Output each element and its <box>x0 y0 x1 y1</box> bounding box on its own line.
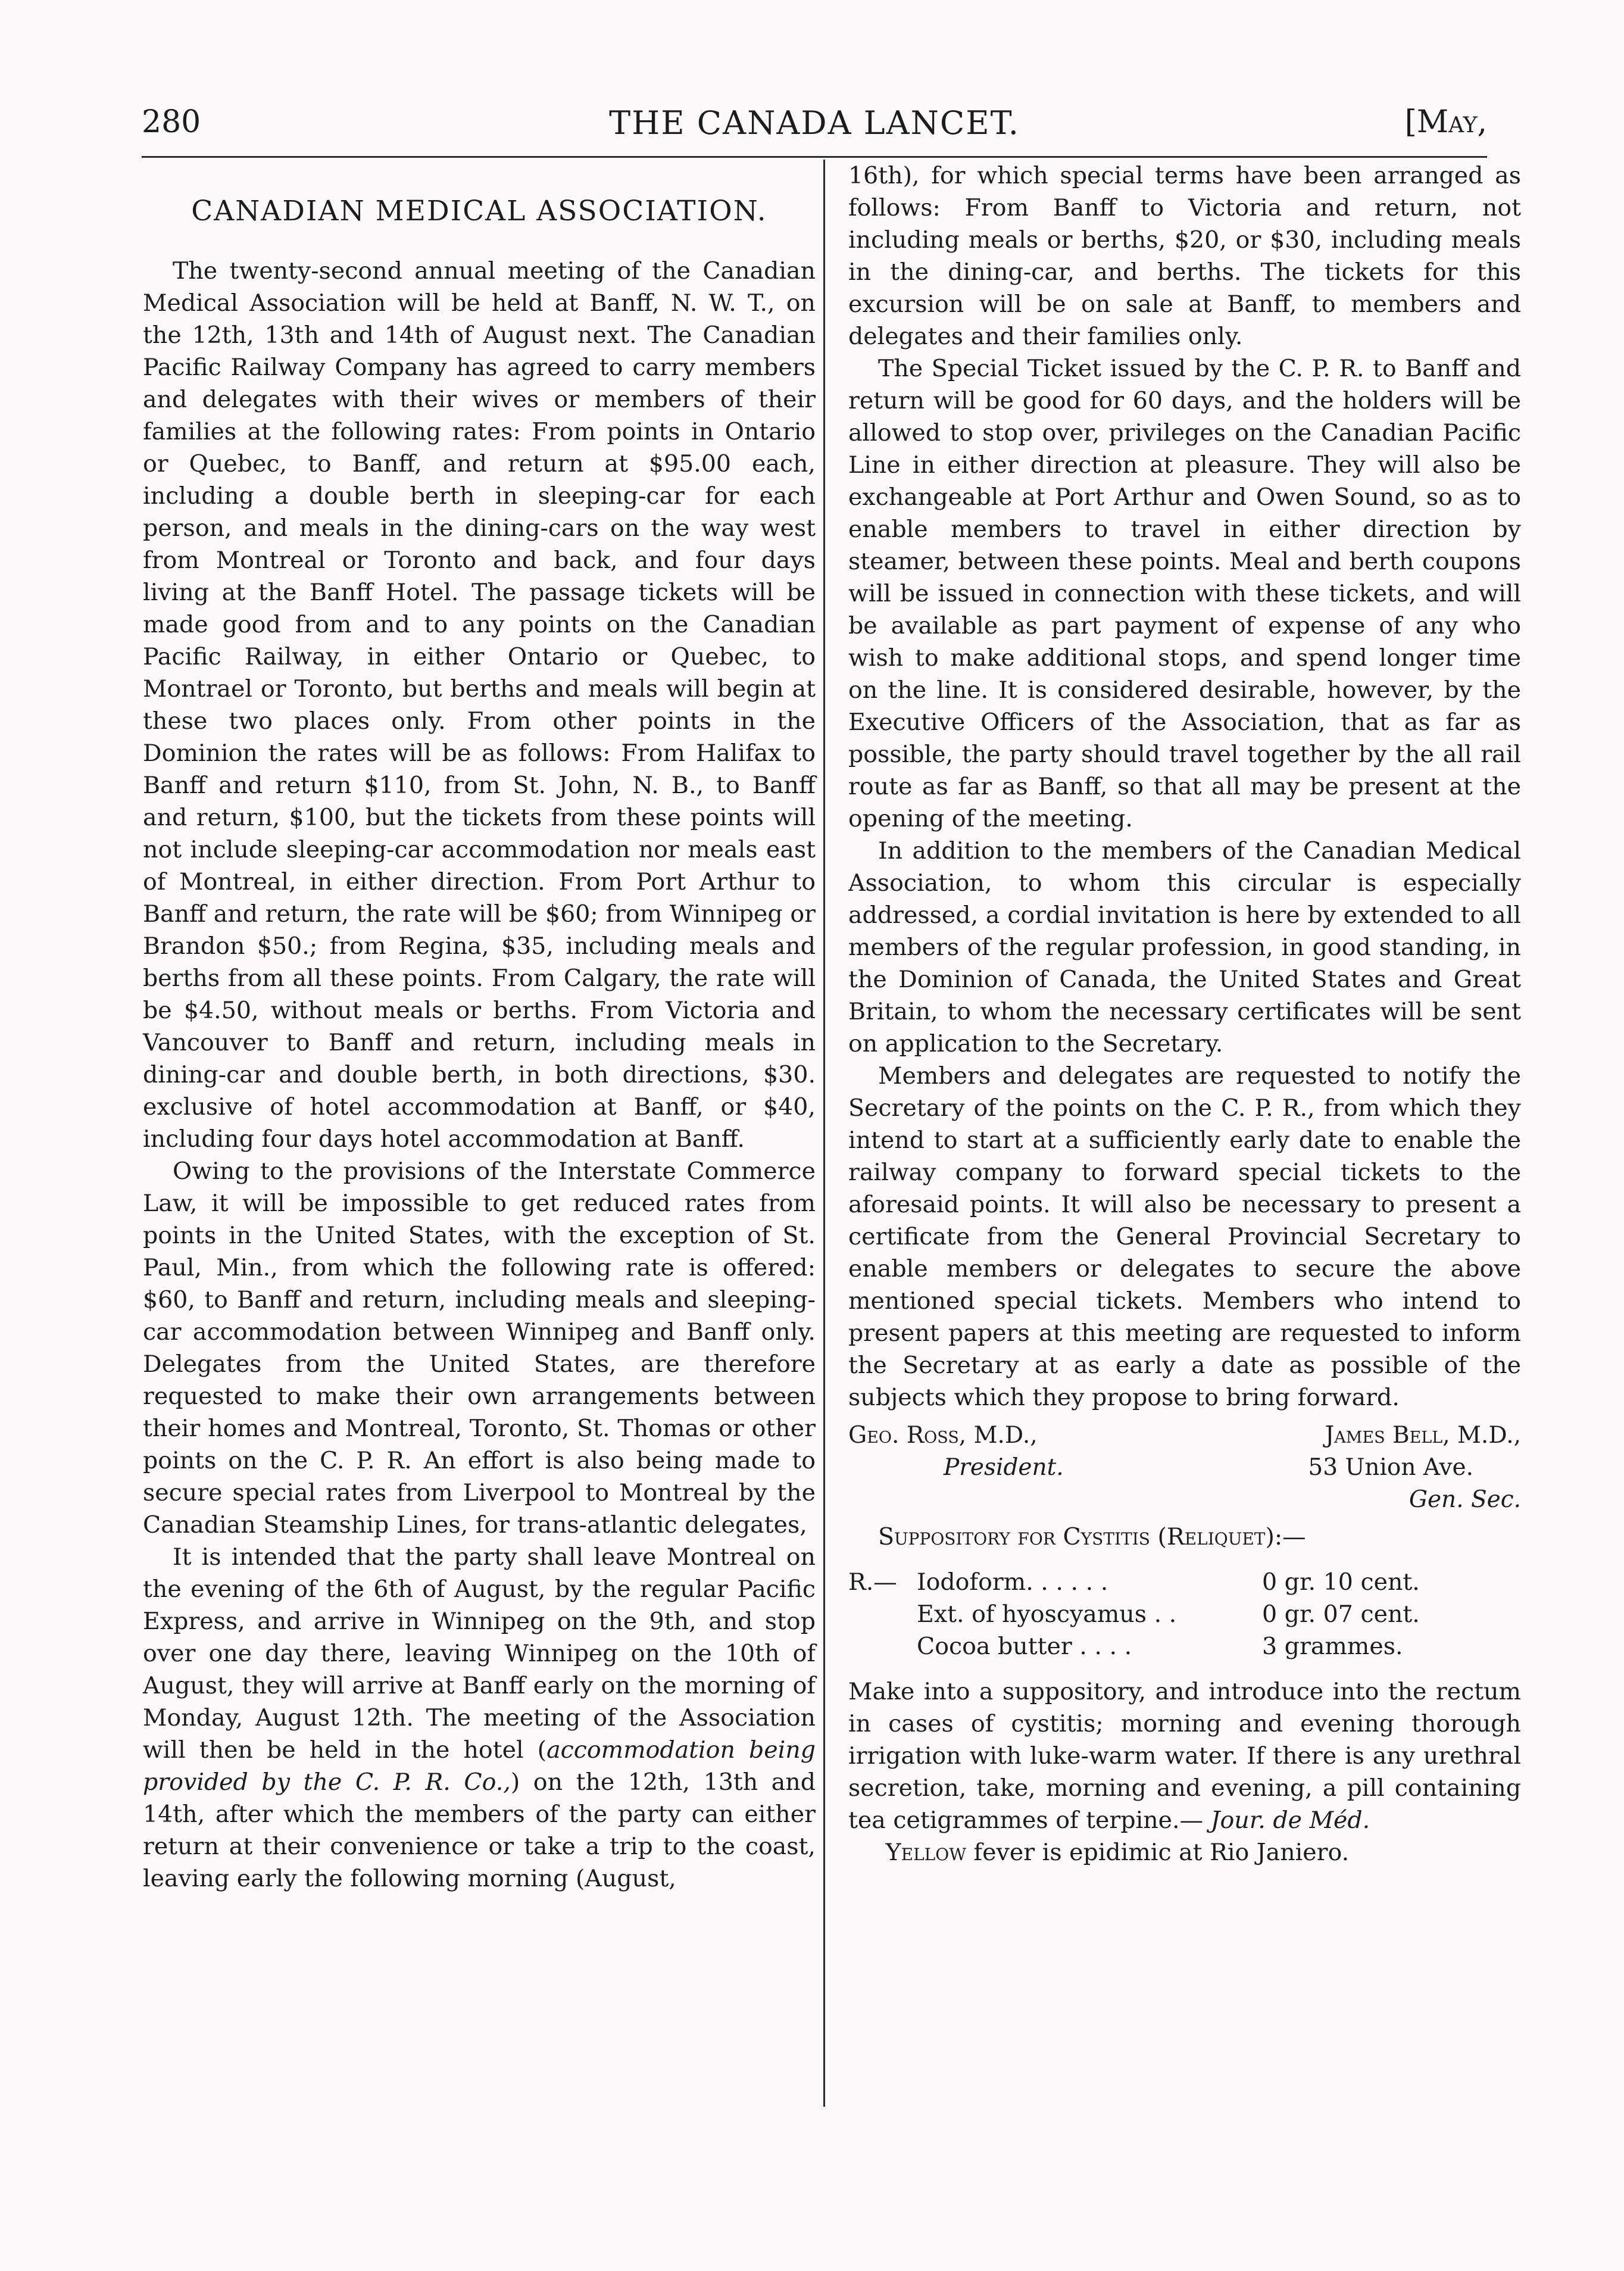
secretary-name: James Bell, M.D., <box>1325 1422 1521 1449</box>
recipe-ingredient: Iodoform. . . . . . <box>917 1568 1108 1596</box>
issue-month: [May, <box>1404 104 1487 140</box>
recipe-ingredient: Ext. of hyoscyamus . . <box>917 1601 1177 1628</box>
yellow-fever-text: fever is epidimic at Rio Janiero. <box>966 1839 1350 1866</box>
paragraph-5: In addition to the members of the Canadian Medical Association, to whom this circular is especially addressed, a cordial invitation is here by extended to all members of the regular profession, in good standing, in the Dominion of Canada, the United States and Great Britain, to whom the necessary certificates will be sent on application to the Secretary. <box>848 837 1521 1057</box>
paragraph-1: The twenty-second annual meeting of the Canadian Medical Association will be held at Banff, N. W. T., on the 12th, 13th and 14th of August next. The Canadian Pacific Railway Company has agreed to carry members and delegates with their wives or members of their families at the following rates: From points in Ontario or Quebec, to Banff, and return at $95.00 each, including a double berth in sleeping-car for each person, and meals in the dining-cars on the way west from Montreal or Toronto and back, and four days living at the Banff Hotel. The passage tickets will be made good from and to any points on the Canadian Pacific Railway, in either Ontario or Quebec, to Montrael or Toronto, but berths and meals will begin at these two places only. From other points in the Dominion the rates will be as follows: From Halifax to Banff and return $110, from St. John, N. B., to Banff and return, $100, but the tickets from these points will not include sleeping-car accommodation nor meals east of Montreal, in either direction. From Port Arthur to Banff and return, the rate will be $60; from Winnipeg or Brandon $50.; from Regina, $35, including meals and berths from all these points. From Calgary, the rate will be $4.50, without meals or berths. From Victoria and Vancouver to Banff and return, including meals in dining-car and double berth, in both directions, $30. exclusive of hotel accommodation at Banff, or $40, including four days hotel accommodation at Banff. <box>143 257 816 1153</box>
paragraph-6: Members and delegates are requested to notify the Secretary of the points on the C. P. R., from which they intend to start at a sufficiently early date to enable the railway company to forward special tickets to the aforesaid points. It will also be necessary to present a certificate from the General Provincial Secretary to enable members or delegates to secure the above mentioned special tickets. Members who intend to present papers at this meeting are requested to inform the Secretary at as early a date as possible of the subjects which they propose to bring forward. <box>848 1062 1521 1411</box>
article-title: CANADIAN MEDICAL ASSOCIATION. <box>191 195 767 227</box>
paragraph-3-start: It is intended that the party shall leave Montreal on the evening of the 6th of August, by the regular Pacific Express, and arrive in Winnipeg on the 9th, and stop over one day there, leaving Winnipeg on the 10th of August, they will arrive at Banff early on the morning of Monday, August 12th. The meeting of the Association will then be held in the hotel ( <box>143 1543 816 1764</box>
signature-block <box>848 1420 1521 1521</box>
recipe-row <box>848 1630 1521 1662</box>
paragraph-3 <box>143 1541 816 1895</box>
suppository-instructions <box>848 1676 1521 1836</box>
left-column <box>143 160 816 1895</box>
paragraph-3-continued: 16th), for which special terms have been arranged as follows: From Banff to Victoria and return, not including meals or berths, $20, or $30, including meals in the dining-car, and berths. The tickets for this excursion will be on sale at Banff, to members and delegates and their families only. <box>848 162 1521 350</box>
recipe-dose: 0 gr. 07 cent. <box>1262 1601 1420 1628</box>
instructions-source: Jour. de Méd. <box>1210 1807 1370 1834</box>
page-header <box>142 104 1487 158</box>
journal-title: THE CANADA LANCET. <box>609 104 1020 142</box>
president-title: President. <box>944 1454 1064 1481</box>
paragraph-4: The Special Ticket issued by the C. P. R. to Banff and return will be good for 60 days, and the holders will be allowed to stop over, privileges on the Canadian Pacific Line in either direction at pleasure. They will also be exchangeable at Port Arthur and Owen Sound, so as to enable members to travel in either direction by steamer, between these points. Meal and berth coupons will be issued in connection with these tickets, and will be available as part payment of expense of any who wish to make additional stops, and spend longer time on the line. It is considered desirable, however, by the Executive Officers of the Association, that as far as possible, the party should travel together by the all rail route as far as Banff, so that all may be present at the opening of the meeting. <box>848 355 1521 832</box>
paragraph-2: Owing to the provisions of the Interstate Commerce Law, it will be impossible to get reduced rates from points in the United States, with the exception of St. Paul, Min., from which the following rate is offered: $60, to Banff and return, including meals and sleeping-car accommodation between Winnipeg and Banff only. Delegates from the United States, are therefore requested to make their own arrangements between their homes and Montreal, Toronto, St. Thomas or other points on the C. P. R. An effort is also being made to secure special rates from Liverpool to Montreal by the Canadian Steamship Lines, for trans-atlantic delegates, <box>143 1158 816 1539</box>
yellow-fever-lead: Yellow <box>885 1839 966 1866</box>
secretary-title: Gen. Sec. <box>1408 1486 1521 1513</box>
recipe-ingredient: Cocoa butter . . . . <box>917 1633 1132 1660</box>
signature-secretary <box>1200 1420 1521 1516</box>
suppository-recipe <box>848 1566 1521 1662</box>
recipe-row <box>848 1598 1521 1630</box>
paragraph-3-italic: accommodation being provided by the C. P. R. Co., <box>143 1736 816 1796</box>
recipe-dose: 0 gr. 10 cent. <box>1262 1568 1420 1596</box>
column-rule <box>823 160 825 2107</box>
secretary-address: 53 Union Ave. <box>1308 1454 1473 1481</box>
president-name: Geo. Ross, M.D., <box>848 1422 1038 1449</box>
paragraph-3-end: ) on the 12th, 13th and 14th, after which the members of the party can either return at their convenience or take a trip to the coast, leaving early the following morning (August, <box>143 1768 816 1892</box>
instructions-text: Make into a suppository, and introduce into the rectum in cases of cystitis; morning and evening thorough irrigation with luke-warm water. If there is any urethral secretion, take, morning and evening, a pill containing tea cetigrammes of terpine.— <box>848 1678 1521 1834</box>
recipe-row <box>848 1566 1521 1598</box>
yellow-fever-note <box>848 1836 1521 1868</box>
page-number: 280 <box>142 104 201 140</box>
signature-president <box>848 1420 1064 1484</box>
recipe-dose: 3 grammes. <box>1262 1633 1403 1660</box>
header-rule <box>142 156 1487 158</box>
recipe-rx: R.— <box>848 1568 897 1596</box>
suppository-title: Suppository for Cystitis (Reliquet):— <box>878 1523 1306 1551</box>
right-column <box>848 160 1521 1868</box>
